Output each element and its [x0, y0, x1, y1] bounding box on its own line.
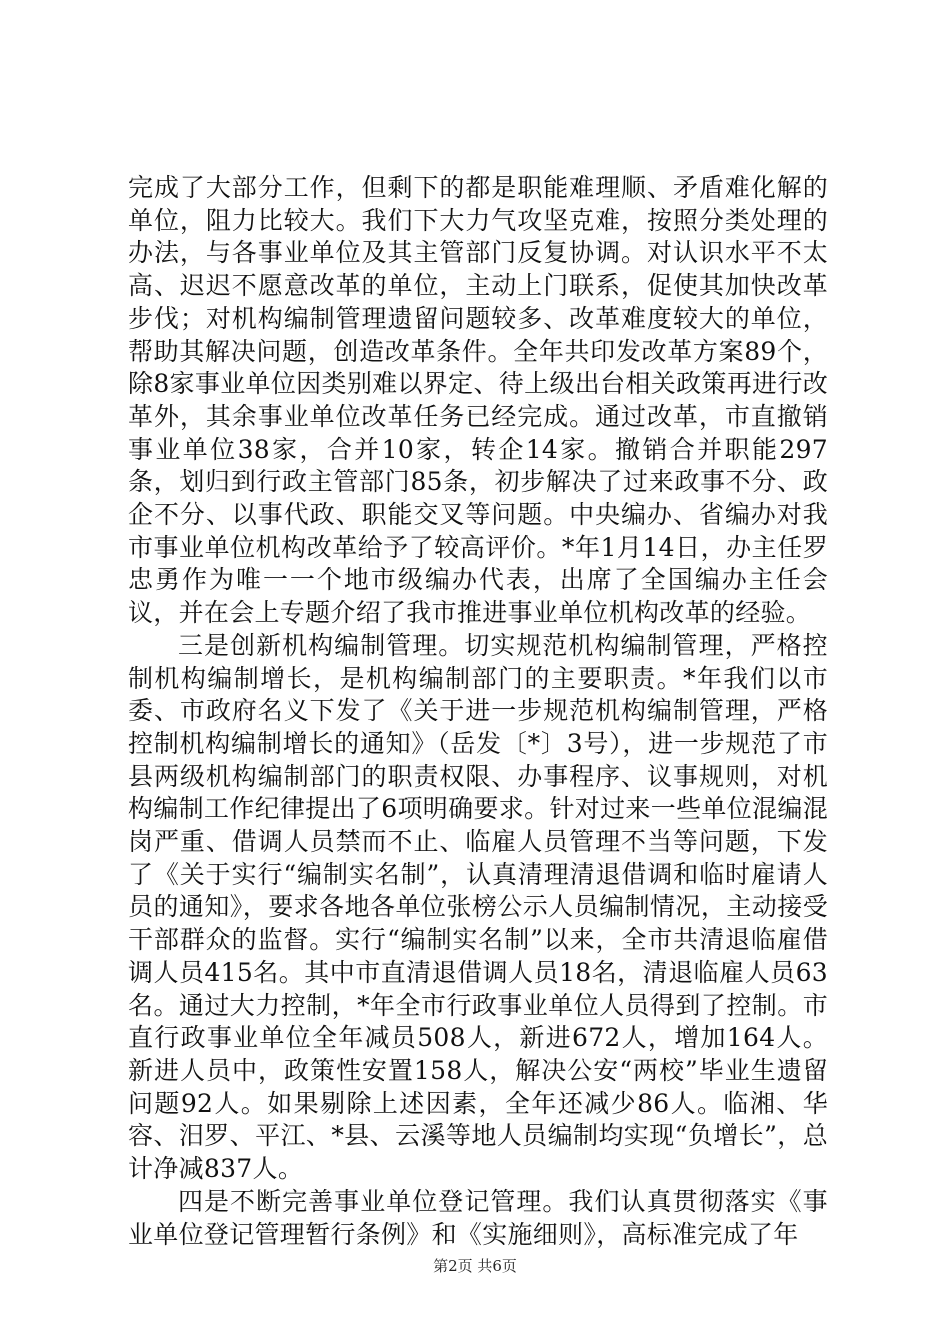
paragraph-1: 完成了大部分工作，但剩下的都是职能难理顺、矛盾难化解的单位，阻力比较大。我们下大力气攻坚克难，按照分类处理的办法，与各事业单位及其主管部门反复协调。对认识水平不太高、迟迟不愿意改革的单位，主动上门联系，促使其加快改革步伐；对机构编制管理遗留问题较多、改革难度较大的单位，帮助其解决问题，创造改革条件。全年共印发改革方案89个，除8家事业单位因类别难以界定、待上级出台相关政策再进行改革外，其余事业单位改革任务已经完成。通过改革，市直撤销事业单位38家，合并10家，转企14家。撤销合并职能297条，划归到行政主管部门85条，初步解决了过来政事不分、政企不分、以事代政、职能交叉等问题。中央编办、省编办对我市事业单位机构改革给予了较高评价。*年1月14日，办主任罗忠勇作为唯一一个地市级编办代表，出席了全国编办主任会议，并在会上专题介绍了我市推进事业单位机构改革的经验。	[128, 173, 828, 628]
page-footer: 第2页 共6页	[433, 1257, 517, 1275]
paragraph-3: 四是不断完善事业单位登记管理。我们认真贯彻落实《事业单位登记管理暂行条例》和《实施细则》，高标准完成了年	[128, 1186, 828, 1249]
paragraph-2: 三是创新机构编制管理。切实规范机构编制管理，严格控制机构编制增长，是机构编制部门的主要职责。*年我们以市委、市政府名义下发了《关于进一步规范机构编制管理，严格控制机构编制增长的通知》（岳发〔*〕3号），进一步规范了市县两级机构编制部门的职责权限、办事程序、议事规则，对机构编制工作纪律提出了6项明确要求。针对过来一些单位混编混岗严重、借调人员禁而不止、临雇人员管理不当等问题，下发了《关于实行“编制实名制”，认真清理清退借调和临时雇请人员的通知》，要求各地各单位张榜公示人员编制情况，主动接受干部群众的监督。实行“编制实名制”以来，全市共清退临雇借调人员415名。其中市直清退借调人员18名，清退临雇人员63名。通过大力控制，*年全市行政事业单位人员得到了控制。市直行政事业单位全年减员508人，新进672人，增加164人。新进人员中，政策性安置158人，解决公安“两校”毕业生遗留问题92人。如果剔除上述因素，全年还减少86人。临湘、华容、汨罗、平江、*县、云溪等地人员编制均实现“负增长”，总计净减837人。	[128, 630, 828, 1184]
document-body	[128, 172, 828, 1251]
